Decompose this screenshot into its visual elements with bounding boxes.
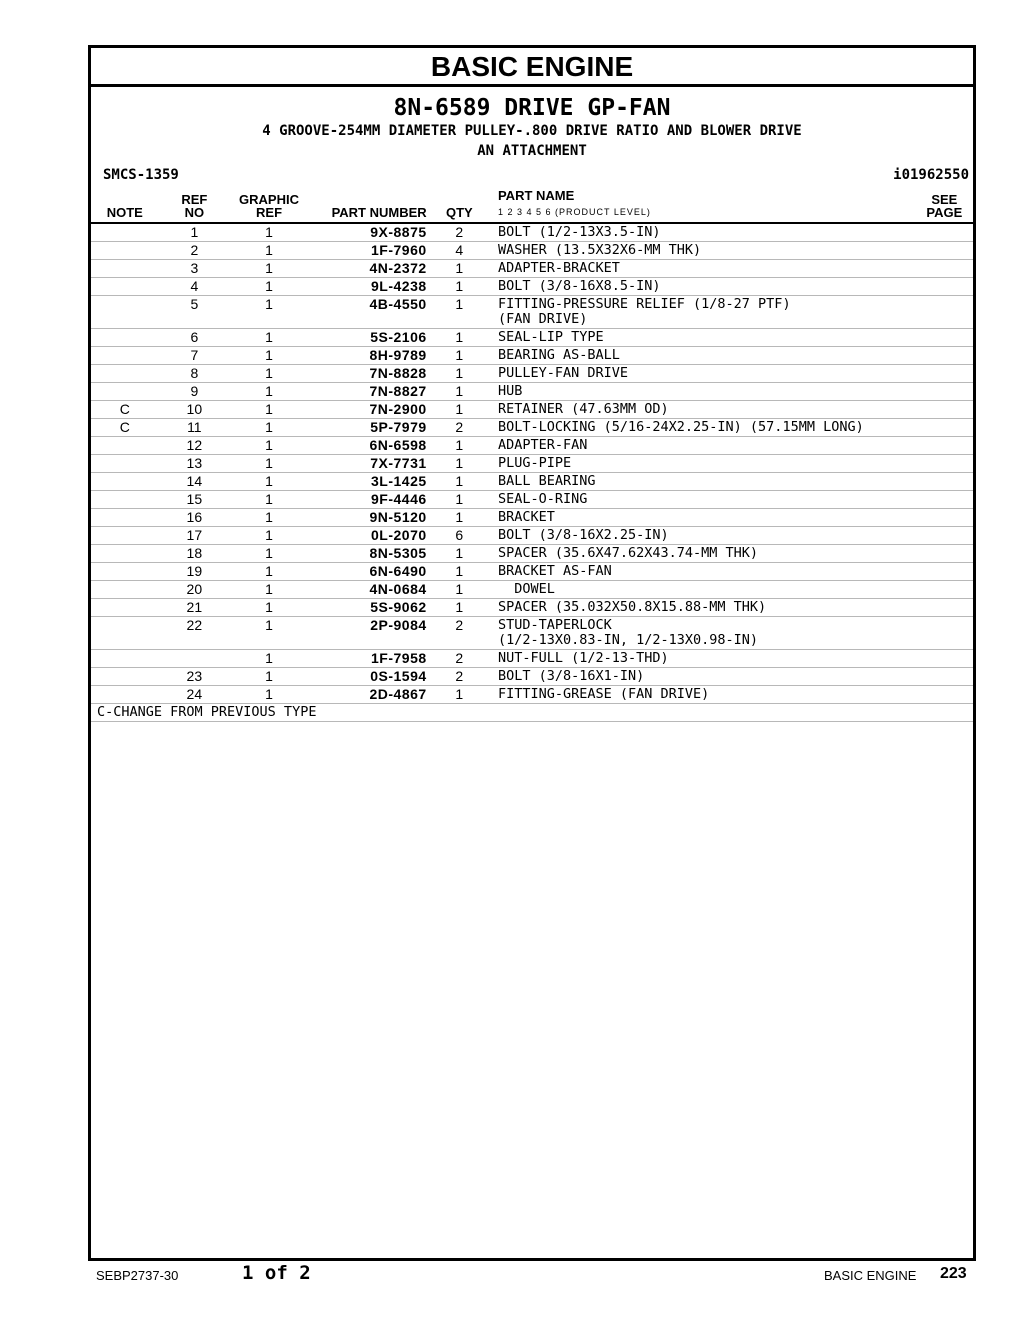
part-name-line: NUT-FULL (1/2-13-THD) (497, 650, 669, 666)
ref-no-cell (159, 650, 231, 668)
note-cell (91, 563, 159, 581)
table-row (91, 419, 973, 437)
part-name-line: STUD-TAPERLOCK (497, 617, 612, 633)
ref-no-cell: 9 (159, 383, 231, 401)
graphic-ref-cell: 1 (230, 545, 308, 563)
graphic-ref-cell: 1 (230, 686, 308, 704)
table-row (91, 509, 973, 527)
qty-cell: 1 (431, 563, 488, 581)
part-name-line: FITTING-GREASE (FAN DRIVE) (497, 686, 710, 702)
note-cell (91, 527, 159, 545)
part-number-cell: 9F-4446 (308, 491, 431, 509)
note-cell (91, 242, 159, 260)
ref-no-cell: 23 (159, 668, 231, 686)
part-name-line: DOWEL (497, 581, 555, 597)
part-name-line: FITTING-PRESSURE RELIEF (1/8-27 PTF) (497, 296, 791, 312)
page-footer (0, 1262, 1020, 1292)
see-page-cell (916, 296, 973, 329)
part-name-cell (488, 296, 916, 329)
subtitle-line-2: AN ATTACHMENT (477, 143, 587, 159)
parts-table (91, 189, 973, 704)
ref-no-cell: 24 (159, 686, 231, 704)
see-page-cell (916, 599, 973, 617)
note-cell (91, 437, 159, 455)
section-title: BASIC ENGINE (91, 48, 973, 87)
table-row (91, 223, 973, 242)
see-page-cell (916, 473, 973, 491)
note-cell (91, 365, 159, 383)
qty-cell: 2 (431, 223, 488, 242)
part-name-cell (488, 527, 916, 545)
qty-cell: 1 (431, 686, 488, 704)
table-row (91, 545, 973, 563)
part-name-continuation: (1/2-13X0.83-IN, 1/2-13X0.98-IN) (497, 632, 759, 648)
ref-no-cell: 17 (159, 527, 231, 545)
note-cell (91, 650, 159, 668)
page-of: 1 of 2 (242, 1262, 311, 1284)
part-name-line: ADAPTER-FAN (497, 437, 588, 453)
table-row (91, 365, 973, 383)
part-number-cell: 4N-2372 (308, 260, 431, 278)
graphic-ref-cell: 1 (230, 242, 308, 260)
table-row (91, 455, 973, 473)
note-cell: C (91, 401, 159, 419)
qty-cell: 1 (431, 329, 488, 347)
see-page-cell (916, 545, 973, 563)
header-graphic-ref: GRAPHIC REF (230, 189, 308, 223)
part-number-cell: 9L-4238 (308, 278, 431, 296)
part-name-line: BEARING AS-BALL (497, 347, 620, 363)
part-name-cell (488, 455, 916, 473)
part-name-cell (488, 581, 916, 599)
part-name-cell (488, 223, 916, 242)
table-row (91, 686, 973, 704)
part-number-cell: 7N-2900 (308, 401, 431, 419)
part-name-line: BOLT (3/8-16X2.25-IN) (497, 527, 669, 543)
qty-cell: 1 (431, 491, 488, 509)
part-name-cell (488, 491, 916, 509)
footer-section: BASIC ENGINE (824, 1268, 917, 1283)
part-number-cell: 3L-1425 (308, 473, 431, 491)
part-name-line: BOLT-LOCKING (5/16-24X2.25-IN) (57.15MM LONG) (497, 419, 864, 435)
qty-cell: 1 (431, 473, 488, 491)
part-name-line: WASHER (13.5X32X6-MM THK) (497, 242, 702, 258)
qty-cell: 6 (431, 527, 488, 545)
qty-cell: 1 (431, 278, 488, 296)
part-number-cell: 0L-2070 (308, 527, 431, 545)
part-number-cell: 5S-2106 (308, 329, 431, 347)
table-row (91, 278, 973, 296)
see-page-cell (916, 563, 973, 581)
table-row (91, 581, 973, 599)
see-page-cell (916, 419, 973, 437)
ref-no-cell: 21 (159, 599, 231, 617)
part-name-line: BRACKET (497, 509, 555, 525)
note-cell (91, 473, 159, 491)
table-row (91, 668, 973, 686)
part-name-line: BOLT (3/8-16X1-IN) (497, 668, 645, 684)
table-row (91, 329, 973, 347)
part-name-cell (488, 329, 916, 347)
part-name-line: RETAINER (47.63MM OD) (497, 401, 669, 417)
part-name-continuation: (FAN DRIVE) (497, 311, 588, 327)
table-header-row (91, 189, 973, 223)
graphic-ref-cell: 1 (230, 650, 308, 668)
part-number-cell: 7X-7731 (308, 455, 431, 473)
part-name-line: SEAL-O-RING (497, 491, 588, 507)
note-cell (91, 329, 159, 347)
note-cell (91, 223, 159, 242)
table-row (91, 650, 973, 668)
table-row (91, 437, 973, 455)
ref-no-cell: 1 (159, 223, 231, 242)
qty-cell: 1 (431, 347, 488, 365)
subtitle-line-1: 4 GROOVE-254MM DIAMETER PULLEY-.800 DRIVE RATIO AND BLOWER DRIVE (262, 123, 802, 139)
part-name-cell (488, 599, 916, 617)
graphic-ref-cell: 1 (230, 223, 308, 242)
note-cell (91, 278, 159, 296)
see-page-cell (916, 223, 973, 242)
note-cell (91, 599, 159, 617)
part-name-cell (488, 347, 916, 365)
see-page-cell (916, 329, 973, 347)
note-cell (91, 260, 159, 278)
ref-no-cell: 5 (159, 296, 231, 329)
see-page-cell (916, 581, 973, 599)
part-name-line: SPACER (35.6X47.62X43.74-MM THK) (497, 545, 759, 561)
part-name-cell (488, 278, 916, 296)
graphic-ref-cell: 1 (230, 260, 308, 278)
note-cell: C (91, 419, 159, 437)
ref-no-cell: 16 (159, 509, 231, 527)
part-name-cell (488, 617, 916, 650)
note-cell (91, 347, 159, 365)
part-name-line: BALL BEARING (497, 473, 596, 489)
qty-cell: 1 (431, 545, 488, 563)
part-name-cell (488, 419, 916, 437)
see-page-cell (916, 401, 973, 419)
graphic-ref-cell: 1 (230, 491, 308, 509)
part-name-cell (488, 242, 916, 260)
graphic-ref-cell: 1 (230, 347, 308, 365)
see-page-cell (916, 455, 973, 473)
part-name-cell (488, 365, 916, 383)
header-qty: QTY (431, 189, 488, 223)
page-number: 223 (940, 1265, 967, 1282)
parts-table-body (91, 223, 973, 704)
see-page-cell (916, 278, 973, 296)
table-row (91, 296, 973, 329)
part-name-cell (488, 650, 916, 668)
see-page-cell (916, 491, 973, 509)
ref-no-cell: 10 (159, 401, 231, 419)
part-name-line: PULLEY-FAN DRIVE (497, 365, 629, 381)
part-name-cell (488, 545, 916, 563)
table-row (91, 563, 973, 581)
part-name-line: ADAPTER-BRACKET (497, 260, 620, 276)
graphic-ref-cell: 1 (230, 365, 308, 383)
header-part-name: PART NAME 1 2 3 4 5 6 (PRODUCT LEVEL) (488, 189, 916, 223)
qty-cell: 1 (431, 383, 488, 401)
part-name-line: BOLT (3/8-16X8.5-IN) (497, 278, 661, 294)
ref-no-cell: 2 (159, 242, 231, 260)
part-number-cell: 5S-9062 (308, 599, 431, 617)
see-page-cell (916, 527, 973, 545)
footnote: C-CHANGE FROM PREVIOUS TYPE (91, 704, 973, 722)
part-name-cell (488, 260, 916, 278)
see-page-cell (916, 365, 973, 383)
part-name-cell (488, 686, 916, 704)
qty-cell: 2 (431, 617, 488, 650)
qty-cell: 4 (431, 242, 488, 260)
product-level-scale: 1 2 3 4 5 6 (PRODUCT LEVEL) (497, 207, 651, 217)
part-number-cell: 9N-5120 (308, 509, 431, 527)
graphic-ref-cell: 1 (230, 473, 308, 491)
graphic-ref-cell: 1 (230, 668, 308, 686)
see-page-cell (916, 668, 973, 686)
see-page-cell (916, 617, 973, 650)
page-frame (88, 45, 976, 1261)
graphic-ref-cell: 1 (230, 527, 308, 545)
qty-cell: 1 (431, 260, 488, 278)
qty-cell: 1 (431, 455, 488, 473)
graphic-ref-cell: 1 (230, 419, 308, 437)
note-cell (91, 617, 159, 650)
ref-no-cell: 4 (159, 278, 231, 296)
part-number-cell: 4B-4550 (308, 296, 431, 329)
smcs-code: SMCS-1359 (103, 167, 179, 183)
ref-no-cell: 11 (159, 419, 231, 437)
ref-no-cell: 15 (159, 491, 231, 509)
qty-cell: 2 (431, 668, 488, 686)
see-page-cell (916, 242, 973, 260)
qty-cell: 1 (431, 401, 488, 419)
table-row (91, 383, 973, 401)
ref-no-cell: 14 (159, 473, 231, 491)
graphic-ref-cell: 1 (230, 581, 308, 599)
part-name-line: HUB (497, 383, 523, 399)
graphic-ref-cell: 1 (230, 455, 308, 473)
see-page-cell (916, 509, 973, 527)
qty-cell: 2 (431, 419, 488, 437)
part-name-cell (488, 437, 916, 455)
ref-no-cell: 22 (159, 617, 231, 650)
table-row (91, 401, 973, 419)
note-cell (91, 581, 159, 599)
ref-no-cell: 20 (159, 581, 231, 599)
see-page-cell (916, 686, 973, 704)
part-number-cell: 8H-9789 (308, 347, 431, 365)
table-row (91, 527, 973, 545)
part-number-cell: 5P-7979 (308, 419, 431, 437)
part-number-cell: 8N-5305 (308, 545, 431, 563)
table-row (91, 491, 973, 509)
see-page-cell (916, 437, 973, 455)
part-name-cell (488, 473, 916, 491)
note-cell (91, 455, 159, 473)
part-name-line: SPACER (35.032X50.8X15.88-MM THK) (497, 599, 767, 615)
note-cell (91, 383, 159, 401)
header-ref-no: REF NO (159, 189, 231, 223)
graphic-ref-cell: 1 (230, 509, 308, 527)
ref-no-cell: 13 (159, 455, 231, 473)
qty-cell: 1 (431, 599, 488, 617)
ref-no-cell: 8 (159, 365, 231, 383)
ref-no-cell: 18 (159, 545, 231, 563)
meta-row (91, 167, 973, 189)
graphic-ref-cell: 1 (230, 599, 308, 617)
part-name-cell (488, 563, 916, 581)
part-number-cell: 1F-7960 (308, 242, 431, 260)
qty-cell: 1 (431, 581, 488, 599)
graphic-ref-cell: 1 (230, 563, 308, 581)
table-row (91, 242, 973, 260)
note-cell (91, 668, 159, 686)
note-cell (91, 545, 159, 563)
see-page-cell (916, 347, 973, 365)
part-number-cell: 2D-4867 (308, 686, 431, 704)
qty-cell: 2 (431, 650, 488, 668)
part-number-cell: 2P-9084 (308, 617, 431, 650)
see-page-cell (916, 650, 973, 668)
graphic-ref-cell: 1 (230, 296, 308, 329)
ref-no-cell: 3 (159, 260, 231, 278)
part-number-cell: 1F-7958 (308, 650, 431, 668)
part-name-line: BOLT (1/2-13X3.5-IN) (497, 224, 661, 240)
part-name-cell (488, 383, 916, 401)
graphic-ref-cell: 1 (230, 437, 308, 455)
part-name-cell (488, 668, 916, 686)
qty-cell: 1 (431, 437, 488, 455)
graphic-ref-cell: 1 (230, 617, 308, 650)
graphic-ref-cell: 1 (230, 401, 308, 419)
ref-no-cell: 6 (159, 329, 231, 347)
illustration-id: i01962550 (893, 167, 969, 183)
ref-no-cell: 12 (159, 437, 231, 455)
table-row (91, 473, 973, 491)
see-page-cell (916, 383, 973, 401)
part-number-cell: 7N-8827 (308, 383, 431, 401)
part-name-line: SEAL-LIP TYPE (497, 329, 604, 345)
note-cell (91, 491, 159, 509)
part-number-cell: 6N-6598 (308, 437, 431, 455)
table-row (91, 599, 973, 617)
header-note: NOTE (91, 189, 159, 223)
header-part-number: PART NUMBER (308, 189, 431, 223)
graphic-ref-cell: 1 (230, 383, 308, 401)
part-number-cell: 9X-8875 (308, 223, 431, 242)
part-number-cell: 0S-1594 (308, 668, 431, 686)
ref-no-cell: 7 (159, 347, 231, 365)
graphic-ref-cell: 1 (230, 278, 308, 296)
part-number-cell: 6N-6490 (308, 563, 431, 581)
part-name-line: PLUG-PIPE (497, 455, 572, 471)
part-name-line: BRACKET AS-FAN (497, 563, 612, 579)
qty-cell: 1 (431, 365, 488, 383)
qty-cell: 1 (431, 509, 488, 527)
table-row (91, 260, 973, 278)
table-row (91, 617, 973, 650)
part-number-cell: 7N-8828 (308, 365, 431, 383)
document-number: SEBP2737-30 (96, 1268, 179, 1283)
note-cell (91, 509, 159, 527)
graphic-ref-cell: 1 (230, 329, 308, 347)
part-number-cell: 4N-0684 (308, 581, 431, 599)
part-name-cell (488, 401, 916, 419)
note-cell (91, 686, 159, 704)
group-title: 8N-6589 DRIVE GP-FAN (393, 95, 671, 121)
part-name-cell (488, 509, 916, 527)
see-page-cell (916, 260, 973, 278)
table-row (91, 347, 973, 365)
header-see-page: SEE PAGE (916, 189, 973, 223)
qty-cell: 1 (431, 296, 488, 329)
note-cell (91, 296, 159, 329)
ref-no-cell: 19 (159, 563, 231, 581)
